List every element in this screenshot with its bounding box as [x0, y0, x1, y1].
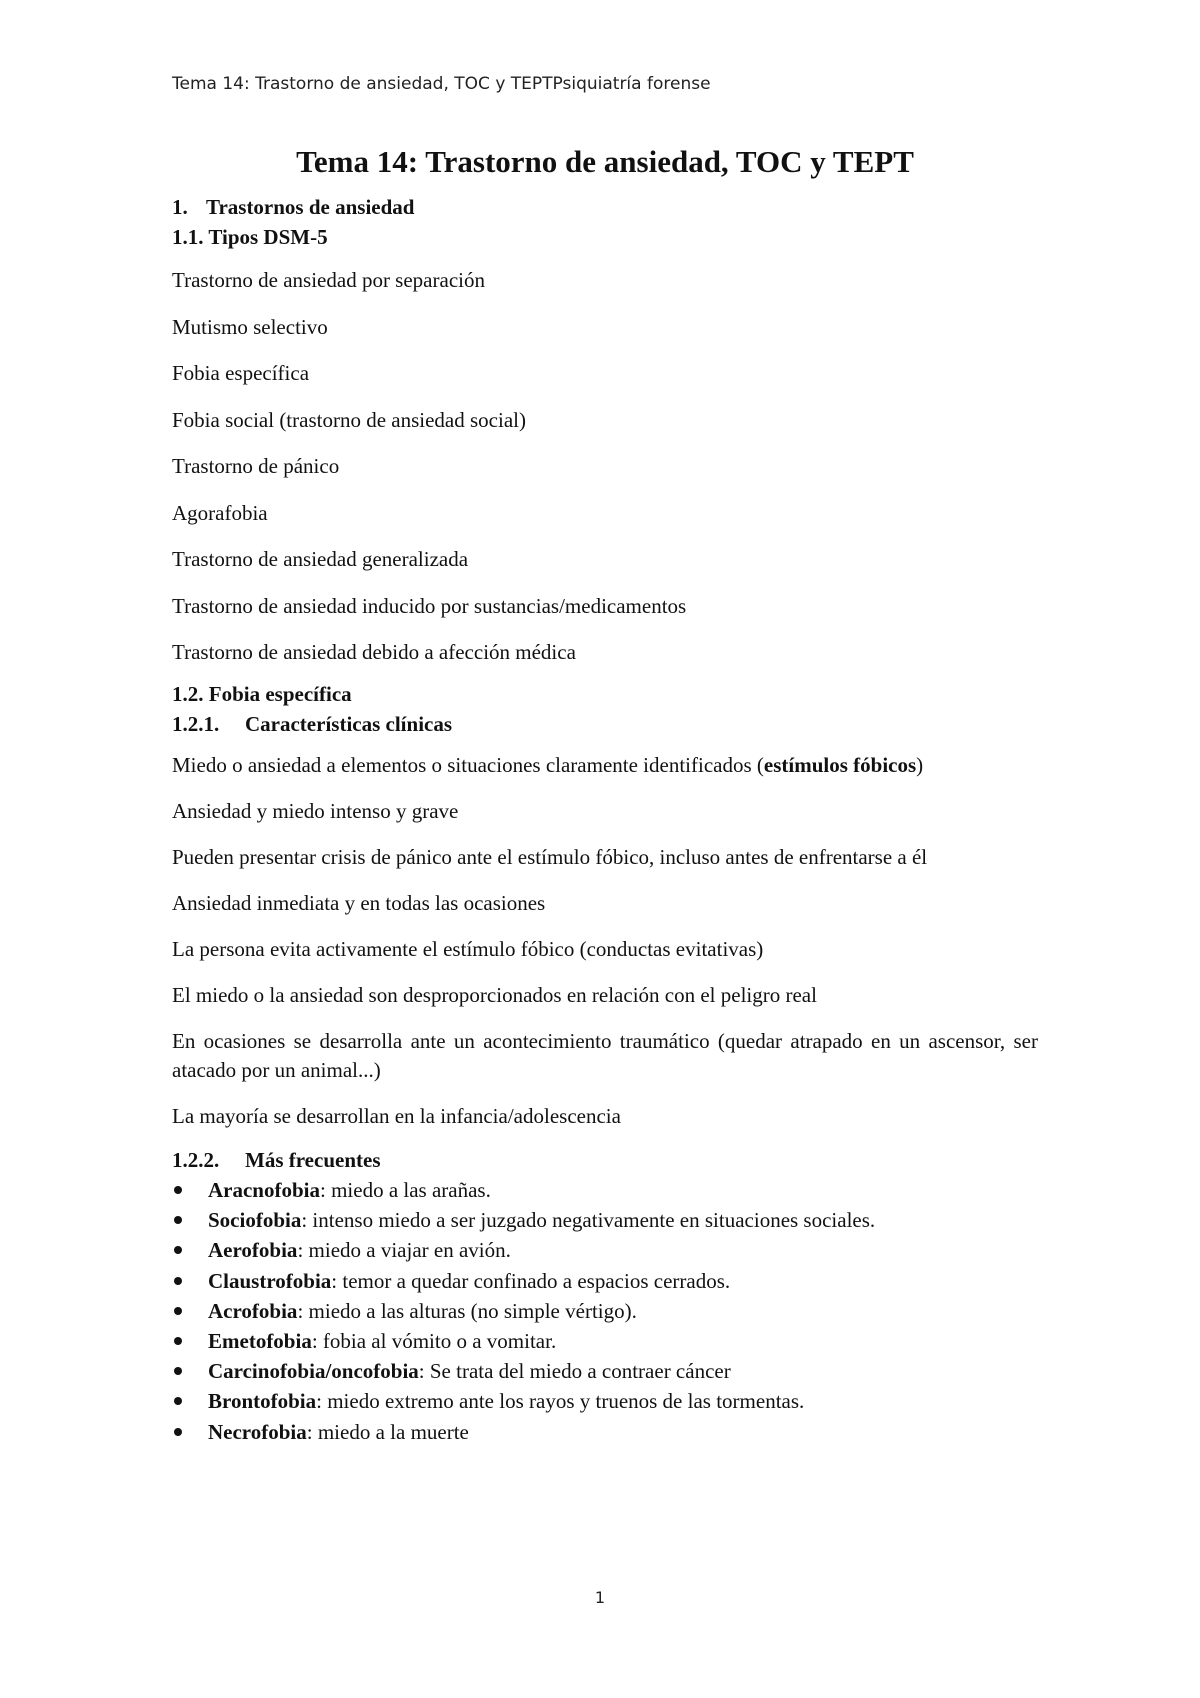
paragraph-text: Miedo o ansiedad a elementos o situaciones claramente identificados (	[172, 753, 764, 777]
section-title: Trastornos de ansiedad	[206, 195, 415, 219]
paragraph: La persona evita activamente el estímulo fóbico (conductas evitativas)	[172, 937, 764, 961]
subsection-heading-1-1: 1.1. Tipos DSM-5	[172, 225, 328, 249]
bullet-item	[172, 1205, 1038, 1235]
bullet-desc: : miedo a la muerte	[306, 1419, 469, 1444]
bullet-dot-icon	[174, 1307, 182, 1315]
bullet-desc: : miedo a viajar en avión.	[297, 1238, 511, 1263]
bullet-item	[172, 1326, 1038, 1356]
paragraph: La mayoría se desarrollan en la infancia/adolescencia	[172, 1104, 621, 1128]
bullet-term: Acrofobia	[208, 1298, 298, 1323]
section-title: Características clínicas	[245, 712, 453, 736]
list-item: Trastorno de pánico	[172, 454, 340, 478]
bullet-term: Sociofobia	[208, 1208, 302, 1233]
subsection-heading-1-2-2	[172, 1145, 1038, 1175]
bullet-dot-icon	[174, 1428, 182, 1436]
bullet-term: Aerofobia	[208, 1238, 298, 1263]
bullet-dot-icon	[174, 1246, 182, 1254]
bullet-item	[172, 1296, 1038, 1326]
paragraph	[172, 751, 1038, 780]
section-heading-1	[172, 192, 1038, 222]
subsection-heading-1-2: 1.2. Fobia específica	[172, 682, 352, 706]
bullet-term: Claustrofobia	[208, 1268, 332, 1293]
bullet-term: Carcinofobia/oncofobia	[208, 1359, 419, 1384]
bullet-term: Brontofobia	[208, 1389, 317, 1414]
bold-term: estímulos fóbicos	[763, 753, 917, 777]
list-item: Mutismo selectivo	[172, 314, 328, 339]
list-item: Fobia social (trastorno de ansiedad social)	[172, 407, 526, 432]
bullet-desc: : intenso miedo a ser juzgado negativamente en situaciones sociales.	[301, 1208, 876, 1233]
document-body	[172, 142, 1038, 1447]
bullet-dot-icon	[174, 1277, 182, 1285]
list-item: Agorafobia	[172, 500, 268, 525]
bullet-desc: : miedo a las alturas (no simple vértigo).	[297, 1298, 637, 1323]
bullet-term: Aracnofobia	[208, 1178, 320, 1202]
bullet-item	[172, 1266, 1038, 1296]
bullet-item	[172, 1417, 1038, 1447]
list-item: Fobia específica	[172, 361, 310, 385]
paragraph: En ocasiones se desarrolla ante un acontecimiento traumático (quedar atrapado en un ascensor, ser atacado por un animal...)	[172, 1029, 1038, 1082]
list-item: Trastorno de ansiedad inducido por sustancias/medicamentos	[172, 593, 687, 618]
bullet-dot-icon	[174, 1186, 182, 1194]
running-header: Tema 14: Trastorno de ansiedad, TOC y TEPTPsiquiatría forense	[172, 74, 711, 94]
list-item: Trastorno de ansiedad debido a afección médica	[172, 640, 576, 664]
bullet-dot-icon	[174, 1216, 182, 1224]
bullet-desc: : fobia al vómito o a vomitar.	[311, 1329, 557, 1354]
bullet-dot-icon	[174, 1337, 182, 1345]
bullet-desc: : Se trata del miedo a contraer cáncer	[418, 1359, 731, 1384]
bullet-item	[172, 1386, 1038, 1416]
section-title: Más frecuentes	[245, 1148, 381, 1172]
list-item: Trastorno de ansiedad por separación	[172, 268, 485, 292]
phobia-bullet-list	[172, 1175, 1038, 1447]
paragraph: El miedo o la ansiedad son desproporcionados en relación con el peligro real	[172, 983, 817, 1007]
bullet-term: Emetofobia	[208, 1329, 312, 1354]
section-number: 1.	[172, 195, 188, 219]
bullet-desc: : miedo a las arañas.	[320, 1178, 491, 1202]
bullet-desc: : temor a quedar confinado a espacios cerrados.	[331, 1268, 731, 1293]
list-item: Trastorno de ansiedad generalizada	[172, 547, 469, 571]
bullet-item	[172, 1175, 1038, 1205]
bullet-item	[172, 1356, 1038, 1386]
section-number: 1.2.1.	[172, 712, 220, 736]
bullet-item	[172, 1235, 1038, 1265]
section-number: 1.2.2.	[172, 1148, 220, 1172]
paragraph: Ansiedad y miedo intenso y grave	[172, 799, 459, 823]
dsm5-types-list	[172, 266, 1038, 667]
document-title: Tema 14: Trastorno de ansiedad, TOC y TEPT	[296, 144, 914, 179]
paragraph-text-end: )	[916, 753, 924, 777]
paragraph: Pueden presentar crisis de pánico ante el estímulo fóbico, incluso antes de enfrentarse a él	[172, 845, 928, 869]
bullet-dot-icon	[174, 1397, 182, 1405]
page-number: 1	[594, 1588, 606, 1607]
bullet-desc: : miedo extremo ante los rayos y truenos de las tormentas.	[316, 1389, 805, 1414]
subsection-heading-1-2-1	[172, 709, 1038, 739]
bullet-term: Necrofobia	[208, 1419, 307, 1444]
paragraph: Ansiedad inmediata y en todas las ocasiones	[172, 891, 546, 915]
bullet-dot-icon	[174, 1367, 182, 1375]
